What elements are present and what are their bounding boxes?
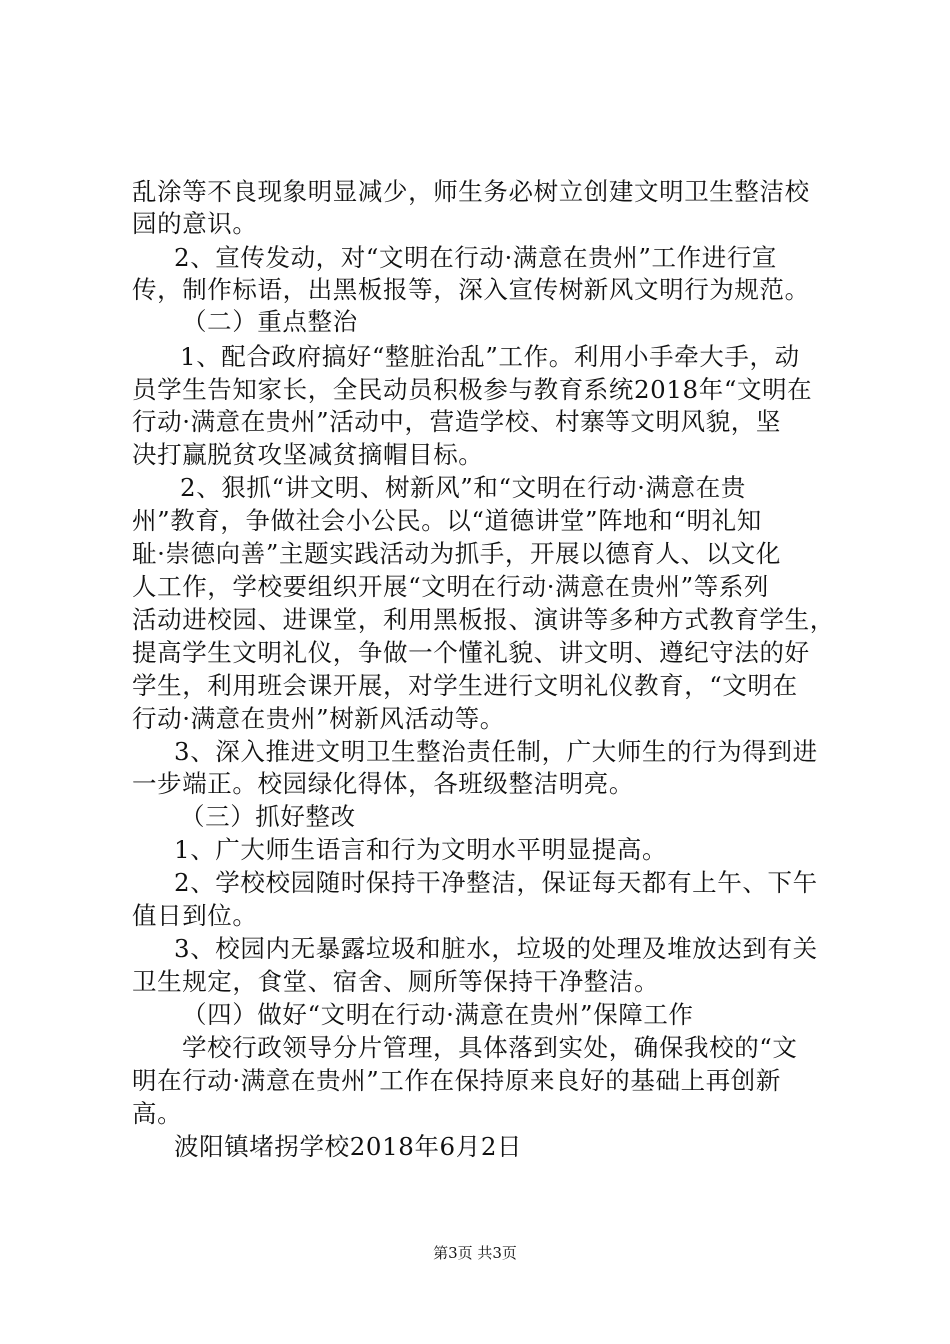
paragraph-line: 2、宣传发动，对“文明在行动·满意在贵州”工作进行宣 (174, 243, 778, 272)
body-line: 明在行动·满意在贵州”工作在保持原来良好的基础上再创新 (132, 1066, 782, 1095)
body-line: 一步端正。校园绿化得体，各班级整洁明亮。 (132, 769, 634, 798)
paragraph-line: 2、狠抓“讲文明、树新风”和“文明在行动·满意在贵 (180, 473, 746, 502)
body-line: 乱涂等不良现象明显减少，师生务必树立创建文明卫生整洁校 (132, 177, 810, 206)
section-heading-3: （三）抓好整改 (180, 802, 356, 831)
signature-line: 波阳镇堵拐学校2018年6月2日 (174, 1132, 523, 1161)
body-line: 提高学生文明礼仪，争做一个懂礼貌、讲文明、遵纪守法的好 (132, 638, 810, 667)
body-line: 行动·满意在贵州”树新风活动等。 (132, 704, 505, 733)
paragraph-line: 3、校园内无暴露垃圾和脏水，垃圾的处理及堆放达到有关 (174, 934, 818, 963)
body-line: 耻·崇德向善”主题实践活动为抓手，开展以德育人、以文化 (132, 539, 782, 568)
body-line: 员学生告知家长，全民动员积极参与教育系统2018年“文明在 (132, 375, 813, 404)
section-heading-2: （二）重点整治 (182, 307, 358, 336)
paragraph-line: 3、深入推进文明卫生整治责任制，广大师生的行为得到进 (174, 737, 818, 766)
body-line: 值日到位。 (132, 901, 258, 930)
body-line: 活动进校园、进课堂，利用黑板报、演讲等多种方式教育学生， (132, 605, 835, 634)
body-line: 高。 (132, 1099, 183, 1128)
paragraph-line: 2、学校校园随时保持干净整洁，保证每天都有上午、下午 (174, 868, 818, 897)
body-line: 州”教育，争做社会小公民。以“道德讲堂”阵地和“明礼知 (132, 506, 762, 535)
paragraph-line: 1、广大师生语言和行为文明水平明显提高。 (174, 835, 668, 864)
body-line: 卫生规定，食堂、宿舍、厕所等保持干净整洁。 (132, 967, 660, 996)
body-line: 学生，利用班会课开展，对学生进行文明礼仪教育，“文明在 (132, 671, 798, 700)
body-line: 行动·满意在贵州”活动中，营造学校、村寨等文明风貌，坚 (132, 407, 782, 436)
page-number: 第3页 共3页 (433, 1244, 517, 1262)
section-heading-4: （四）做好“文明在行动·满意在贵州”保障工作 (182, 1000, 694, 1029)
body-line: 园的意识。 (132, 209, 258, 238)
paragraph-line: 学校行政领导分片管理，具体落到实处，确保我校的“文 (182, 1033, 798, 1062)
body-line: 人工作，学校要组织开展“文明在行动·满意在贵州”等系列 (132, 572, 770, 601)
body-line: 传，制作标语，出黑板报等，深入宣传树新风文明行为规范。 (132, 275, 810, 304)
body-line: 决打赢脱贫攻坚减贫摘帽目标。 (132, 440, 484, 469)
paragraph-line: 1、配合政府搞好“整脏治乱”工作。利用小手牵大手，动 (180, 342, 800, 371)
